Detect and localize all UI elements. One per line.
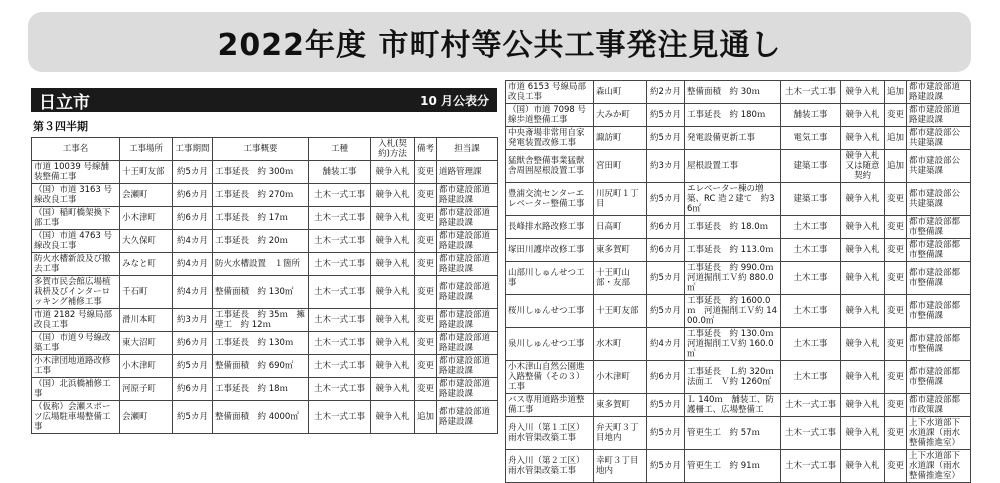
cell-method: 競争入札 [371,309,415,332]
table-row [506,262,971,295]
table-row [506,216,971,239]
table-row [32,276,498,309]
cell-period: 約4カ月 [647,328,685,361]
city-header [31,88,497,112]
header-dept: 担当課 [437,138,498,161]
cell-type: 土木一式工事 [309,184,371,207]
cell-type: 舗装工事 [309,161,371,184]
cell-period: 約6カ月 [647,216,685,239]
header-place: 工事場所 [120,138,173,161]
cell-period: 約5カ月 [647,417,685,450]
cell-summary: 工事延長 約 1600.0ｍ 河道掘削工Ｖ約 1400.0㎥ [685,295,781,328]
table-row [506,239,971,262]
cell-name: 塚田川護岸改修工事 [506,239,594,262]
cell-dept: 都市建設部公共建築課 [907,150,971,183]
cell-summary: 工事延長 Ｌ約 320ｍ 法面工 Ｖ約 1260㎡ [685,361,781,394]
cell-type: 建築工事 [781,183,841,216]
cell-type: 土木工事 [781,361,841,394]
cell-type: 土木工事 [781,216,841,239]
cell-summary: 防火水槽設置 １箇所 [213,253,309,276]
cell-method: 競争入札 [841,81,885,104]
cell-method: 競争入札 [371,184,415,207]
cell-period: 約5カ月 [173,161,213,184]
cell-name: 市道 10039 号線舗装整備工事 [32,161,120,184]
cell-method: 競争入札 [371,378,415,401]
cell-period: 約4カ月 [173,253,213,276]
cell-period: 約5カ月 [647,262,685,295]
cell-place: 水木町 [594,328,647,361]
header-summary: 工事概要 [213,138,309,161]
cell-method: 競争入札 [841,450,885,483]
cell-summary: 工事延長 約 270ｍ [213,184,309,207]
cell-name: （国）市道 3163 号線改良工事 [32,184,120,207]
cell-note: 変更 [415,355,437,378]
cell-note: 変更 [415,309,437,332]
cell-place: 宮田町 [594,150,647,183]
cell-type: 土木一式工事 [781,394,841,417]
table-row [32,184,498,207]
cell-place: 日高町 [594,216,647,239]
cell-place: 小木津町 [120,355,173,378]
table-header-row [32,138,498,161]
title-banner [28,12,971,72]
cell-method: 競争入札 [371,253,415,276]
cell-type: 土木一式工事 [309,401,371,434]
cell-method: 競争入札 [841,295,885,328]
cell-place: 弁天町３丁目地内 [594,417,647,450]
cell-summary: 管更生工 約 57ｍ [685,417,781,450]
cell-place: 幸町３丁目地内 [594,450,647,483]
cell-period: 約5カ月 [647,104,685,127]
cell-note: 変更 [415,276,437,309]
cell-name: 桜川しゅんせつ工事 [506,295,594,328]
cell-summary: エレベーター棟の増築、RC 造２建て 約36㎡ [685,183,781,216]
table-row [506,295,971,328]
cell-name: 小木津山自然公園進入路整備（その３）工事 [506,361,594,394]
cell-summary: 工事延長 約 35ｍ 擁壁工 約 12ｍ [213,309,309,332]
left-table [31,137,498,434]
cell-note: 変更 [415,332,437,355]
cell-place: 東多賀町 [594,394,647,417]
cell-name: （国）市道 4763 号線改良工事 [32,230,120,253]
announce-label: 10 月公表分 [420,93,489,108]
cell-name: 市道 2182 号線局部改良工事 [32,309,120,332]
cell-note: 変更 [885,183,907,216]
cell-summary: 整備面積 約 4000㎡ [213,401,309,434]
cell-dept: 都市建設部都市整備課 [907,216,971,239]
city-name: 日立市 [39,92,90,113]
cell-dept: 都市建設部道路建設課 [437,184,498,207]
cell-dept: 都市建設部都市政策課 [907,394,971,417]
cell-method: 競争入札 [371,276,415,309]
cell-place: 十王町山部・友部 [594,262,647,295]
cell-period: 約5カ月 [647,127,685,150]
table-row [32,161,498,184]
cell-summary: 工事延長 約 990.0ｍ 河道掘削工Ｖ約 880.0㎥ [685,262,781,295]
table-row [506,361,971,394]
cell-place: 小木津町 [594,361,647,394]
table-row [32,401,498,434]
cell-period: 約5カ月 [173,355,213,378]
cell-note: 追加 [885,81,907,104]
cell-name: （国）北浜橋補修工事 [32,378,120,401]
cell-name: （国）市道 7098 号線歩道整備工事 [506,104,594,127]
cell-method: 競争入札 [371,401,415,434]
cell-summary: 管更生工 約 91ｍ [685,450,781,483]
cell-place: 森山町 [594,81,647,104]
cell-summary: 工事延長 約 130ｍ [213,332,309,355]
cell-period: 約5カ月 [647,295,685,328]
header-note: 備考 [415,138,437,161]
header-method: 入札(契約)方法 [371,138,415,161]
cell-dept: 上下水道部下水道課（雨水整備推進室） [907,450,971,483]
cell-note: 変更 [885,216,907,239]
cell-name: 山部川しゅんせつ工事 [506,262,594,295]
cell-dept: 都市建設部道路建設課 [437,230,498,253]
cell-period: 約5カ月 [647,450,685,483]
cell-period: 約4カ月 [173,230,213,253]
cell-dept: 都市建設部公共建築課 [907,127,971,150]
cell-method: 競争入札 [371,161,415,184]
cell-summary: 工事延長 約 180ｍ [685,104,781,127]
table-row [32,332,498,355]
cell-dept: 都市建設部道路建設課 [437,355,498,378]
cell-summary: 工事延長 約 113.0ｍ [685,239,781,262]
cell-type: 電気工事 [781,127,841,150]
table-row [32,309,498,332]
cell-place: 東大沼町 [120,332,173,355]
cell-type: 土木工事 [781,328,841,361]
cell-name: 多賀市民会館広場植栽枡及びインターロッキング補修工事 [32,276,120,309]
cell-method: 競争入札 [841,216,885,239]
cell-type: 土木一式工事 [309,207,371,230]
right-table [505,80,971,483]
table-row [506,394,971,417]
cell-name: （国）市道９号線改築工事 [32,332,120,355]
quarter-label: 第３四半期 [33,120,88,133]
cell-place: 諏訪町 [594,127,647,150]
cell-note: 変更 [885,417,907,450]
cell-method: 競争入札 [371,230,415,253]
cell-note: 変更 [885,295,907,328]
cell-place: 十王町友部 [594,295,647,328]
cell-type: 土木工事 [781,262,841,295]
page-title: 2022年度 市町村等公共工事発注見通し [217,28,782,63]
cell-period: 約6カ月 [647,361,685,394]
cell-place: 東多賀町 [594,239,647,262]
cell-note: 変更 [885,394,907,417]
cell-name: 市道 6153 号線局部改良工事 [506,81,594,104]
cell-place: 滑川本町 [120,309,173,332]
cell-type: 土木工事 [781,239,841,262]
cell-dept: 都市建設部都市整備課 [907,262,971,295]
cell-type: 土木一式工事 [309,309,371,332]
cell-name: 豊浦交流センターエレベーター整備工事 [506,183,594,216]
cell-note: 変更 [885,361,907,394]
table-row [32,253,498,276]
cell-place: 十王町友部 [120,161,173,184]
cell-summary: 工事延長 約 20ｍ [213,230,309,253]
cell-type: 土木一式工事 [309,378,371,401]
cell-summary: Ｌ 140ｍ 舗装工、防護柵工、広場整備工 [685,394,781,417]
cell-dept: 都市建設部公共建築課 [907,183,971,216]
cell-name: 小木津団地道路改修工事 [32,355,120,378]
cell-summary: 工事延長 約 18.0ｍ [685,216,781,239]
cell-method: 競争入札 [841,127,885,150]
cell-dept: 都市建設部道路建設課 [907,104,971,127]
cell-name: 中央斎場非常用自家発電装置改修工事 [506,127,594,150]
cell-dept: 上下水道部下水道課（雨水整備推進室） [907,417,971,450]
cell-type: 土木一式工事 [309,230,371,253]
cell-dept: 都市建設部都市整備課 [907,239,971,262]
cell-name: （仮称）会瀬スポーツ広場駐車場整備工事 [32,401,120,434]
right-panel [505,80,970,483]
cell-period: 約5カ月 [647,394,685,417]
cell-place: 小木津町 [120,207,173,230]
cell-note: 追加 [415,401,437,434]
left-panel [31,88,497,434]
cell-note: 変更 [415,184,437,207]
cell-note: 変更 [885,262,907,295]
table-row [32,207,498,230]
cell-summary: 工事延長 約 17ｍ [213,207,309,230]
cell-summary: 工事延長 約 130.0ｍ 河道掘削工Ｖ約 160.0㎥ [685,328,781,361]
cell-place: 大みか町 [594,104,647,127]
cell-name: 舟入川（第２工区）雨水管渠改築工事 [506,450,594,483]
cell-period: 約3カ月 [647,150,685,183]
cell-place: みなと町 [120,253,173,276]
header-type: 工種 [309,138,371,161]
cell-name: 泉川しゅんせつ工事 [506,328,594,361]
cell-note: 変更 [885,104,907,127]
cell-dept: 都市建設部道路建設課 [437,207,498,230]
cell-period: 約6カ月 [173,378,213,401]
cell-period: 約3カ月 [173,309,213,332]
cell-method: 競争入札 [841,394,885,417]
cell-type: 土木一式工事 [309,332,371,355]
cell-period: 約5カ月 [173,401,213,434]
cell-type: 土木一式工事 [309,276,371,309]
cell-place: 会瀬町 [120,184,173,207]
table-row [506,328,971,361]
cell-method: 競争入札又は随意契約 [841,150,885,183]
cell-type: 土木一式工事 [309,355,371,378]
cell-note: 変更 [415,161,437,184]
cell-dept: 都市建設部都市整備課 [907,361,971,394]
cell-dept: 都市建設部都市整備課 [907,295,971,328]
cell-place: 大久保町 [120,230,173,253]
cell-period: 約6カ月 [173,207,213,230]
cell-method: 競争入札 [841,328,885,361]
cell-name: 防火水槽新設及び撤去工事 [32,253,120,276]
table-row [32,378,498,401]
table-row [506,104,971,127]
cell-summary: 屋根設置工事 [685,150,781,183]
cell-note: 変更 [415,253,437,276]
cell-type: 舗装工事 [781,104,841,127]
cell-period: 約6カ月 [647,239,685,262]
cell-method: 競争入札 [841,417,885,450]
cell-method: 競争入札 [841,262,885,295]
cell-note: 追加 [885,127,907,150]
cell-method: 競争入札 [841,104,885,127]
cell-type: 土木一式工事 [309,253,371,276]
cell-place: 河原子町 [120,378,173,401]
cell-note: 変更 [885,450,907,483]
table-row [506,81,971,104]
cell-method: 競争入札 [371,332,415,355]
cell-name: 長峰排水路改修工事 [506,216,594,239]
table-row [506,417,971,450]
cell-dept: 都市建設部都市整備課 [907,328,971,361]
cell-summary: 整備面積 約 30ｍ [685,81,781,104]
cell-method: 競争入札 [371,207,415,230]
table-row [506,183,971,216]
cell-dept: 都市建設部道路建設課 [437,309,498,332]
cell-summary: 整備面積 約 130㎡ [213,276,309,309]
cell-method: 競争入札 [841,361,885,394]
cell-summary: 発電設備更新工事 [685,127,781,150]
cell-method: 競争入札 [841,183,885,216]
cell-method: 競争入札 [371,355,415,378]
cell-dept: 都市建設部道路建設課 [437,253,498,276]
cell-type: 建築工事 [781,150,841,183]
cell-type: 土木一式工事 [781,450,841,483]
header-name: 工事名 [32,138,120,161]
cell-name: 猛獣舎整備事業猛獣舎周囲屋根設置工事 [506,150,594,183]
cell-period: 約6カ月 [173,332,213,355]
cell-type: 土木一式工事 [781,81,841,104]
cell-place: 会瀬町 [120,401,173,434]
cell-dept: 都市建設部道路建設課 [437,332,498,355]
cell-summary: 工事延長 約 300ｍ [213,161,309,184]
cell-note: 変更 [885,239,907,262]
table-row [506,150,971,183]
cell-note: 変更 [885,328,907,361]
cell-dept: 都市建設部道路建設課 [907,81,971,104]
cell-name: バス専用道路歩道整備工事 [506,394,594,417]
cell-type: 土木一式工事 [781,417,841,450]
cell-period: 約4カ月 [173,276,213,309]
cell-method: 競争入札 [841,239,885,262]
cell-dept: 都市建設部道路建設課 [437,276,498,309]
table-row [506,127,971,150]
cell-note: 変更 [415,230,437,253]
cell-place: 千石町 [120,276,173,309]
cell-summary: 整備面積 約 690㎡ [213,355,309,378]
cell-dept: 道路管理課 [437,161,498,184]
cell-period: 約5カ月 [647,183,685,216]
cell-name: （国）稲町橋架換下部工事 [32,207,120,230]
cell-period: 約6カ月 [173,184,213,207]
cell-place: 川尻町１丁目 [594,183,647,216]
cell-note: 追加 [885,150,907,183]
table-row [32,230,498,253]
cell-summary: 工事延長 約 18ｍ [213,378,309,401]
cell-period: 約2カ月 [647,81,685,104]
table-row [506,450,971,483]
table-row [32,355,498,378]
cell-type: 土木工事 [781,295,841,328]
cell-note: 変更 [415,207,437,230]
cell-name: 舟入川（第１工区）雨水管渠改築工事 [506,417,594,450]
cell-dept: 都市建設部道路建設課 [437,378,498,401]
cell-dept: 都市建設部道路建設課 [437,401,498,434]
header-period: 工事期間 [173,138,213,161]
cell-note: 変更 [415,378,437,401]
